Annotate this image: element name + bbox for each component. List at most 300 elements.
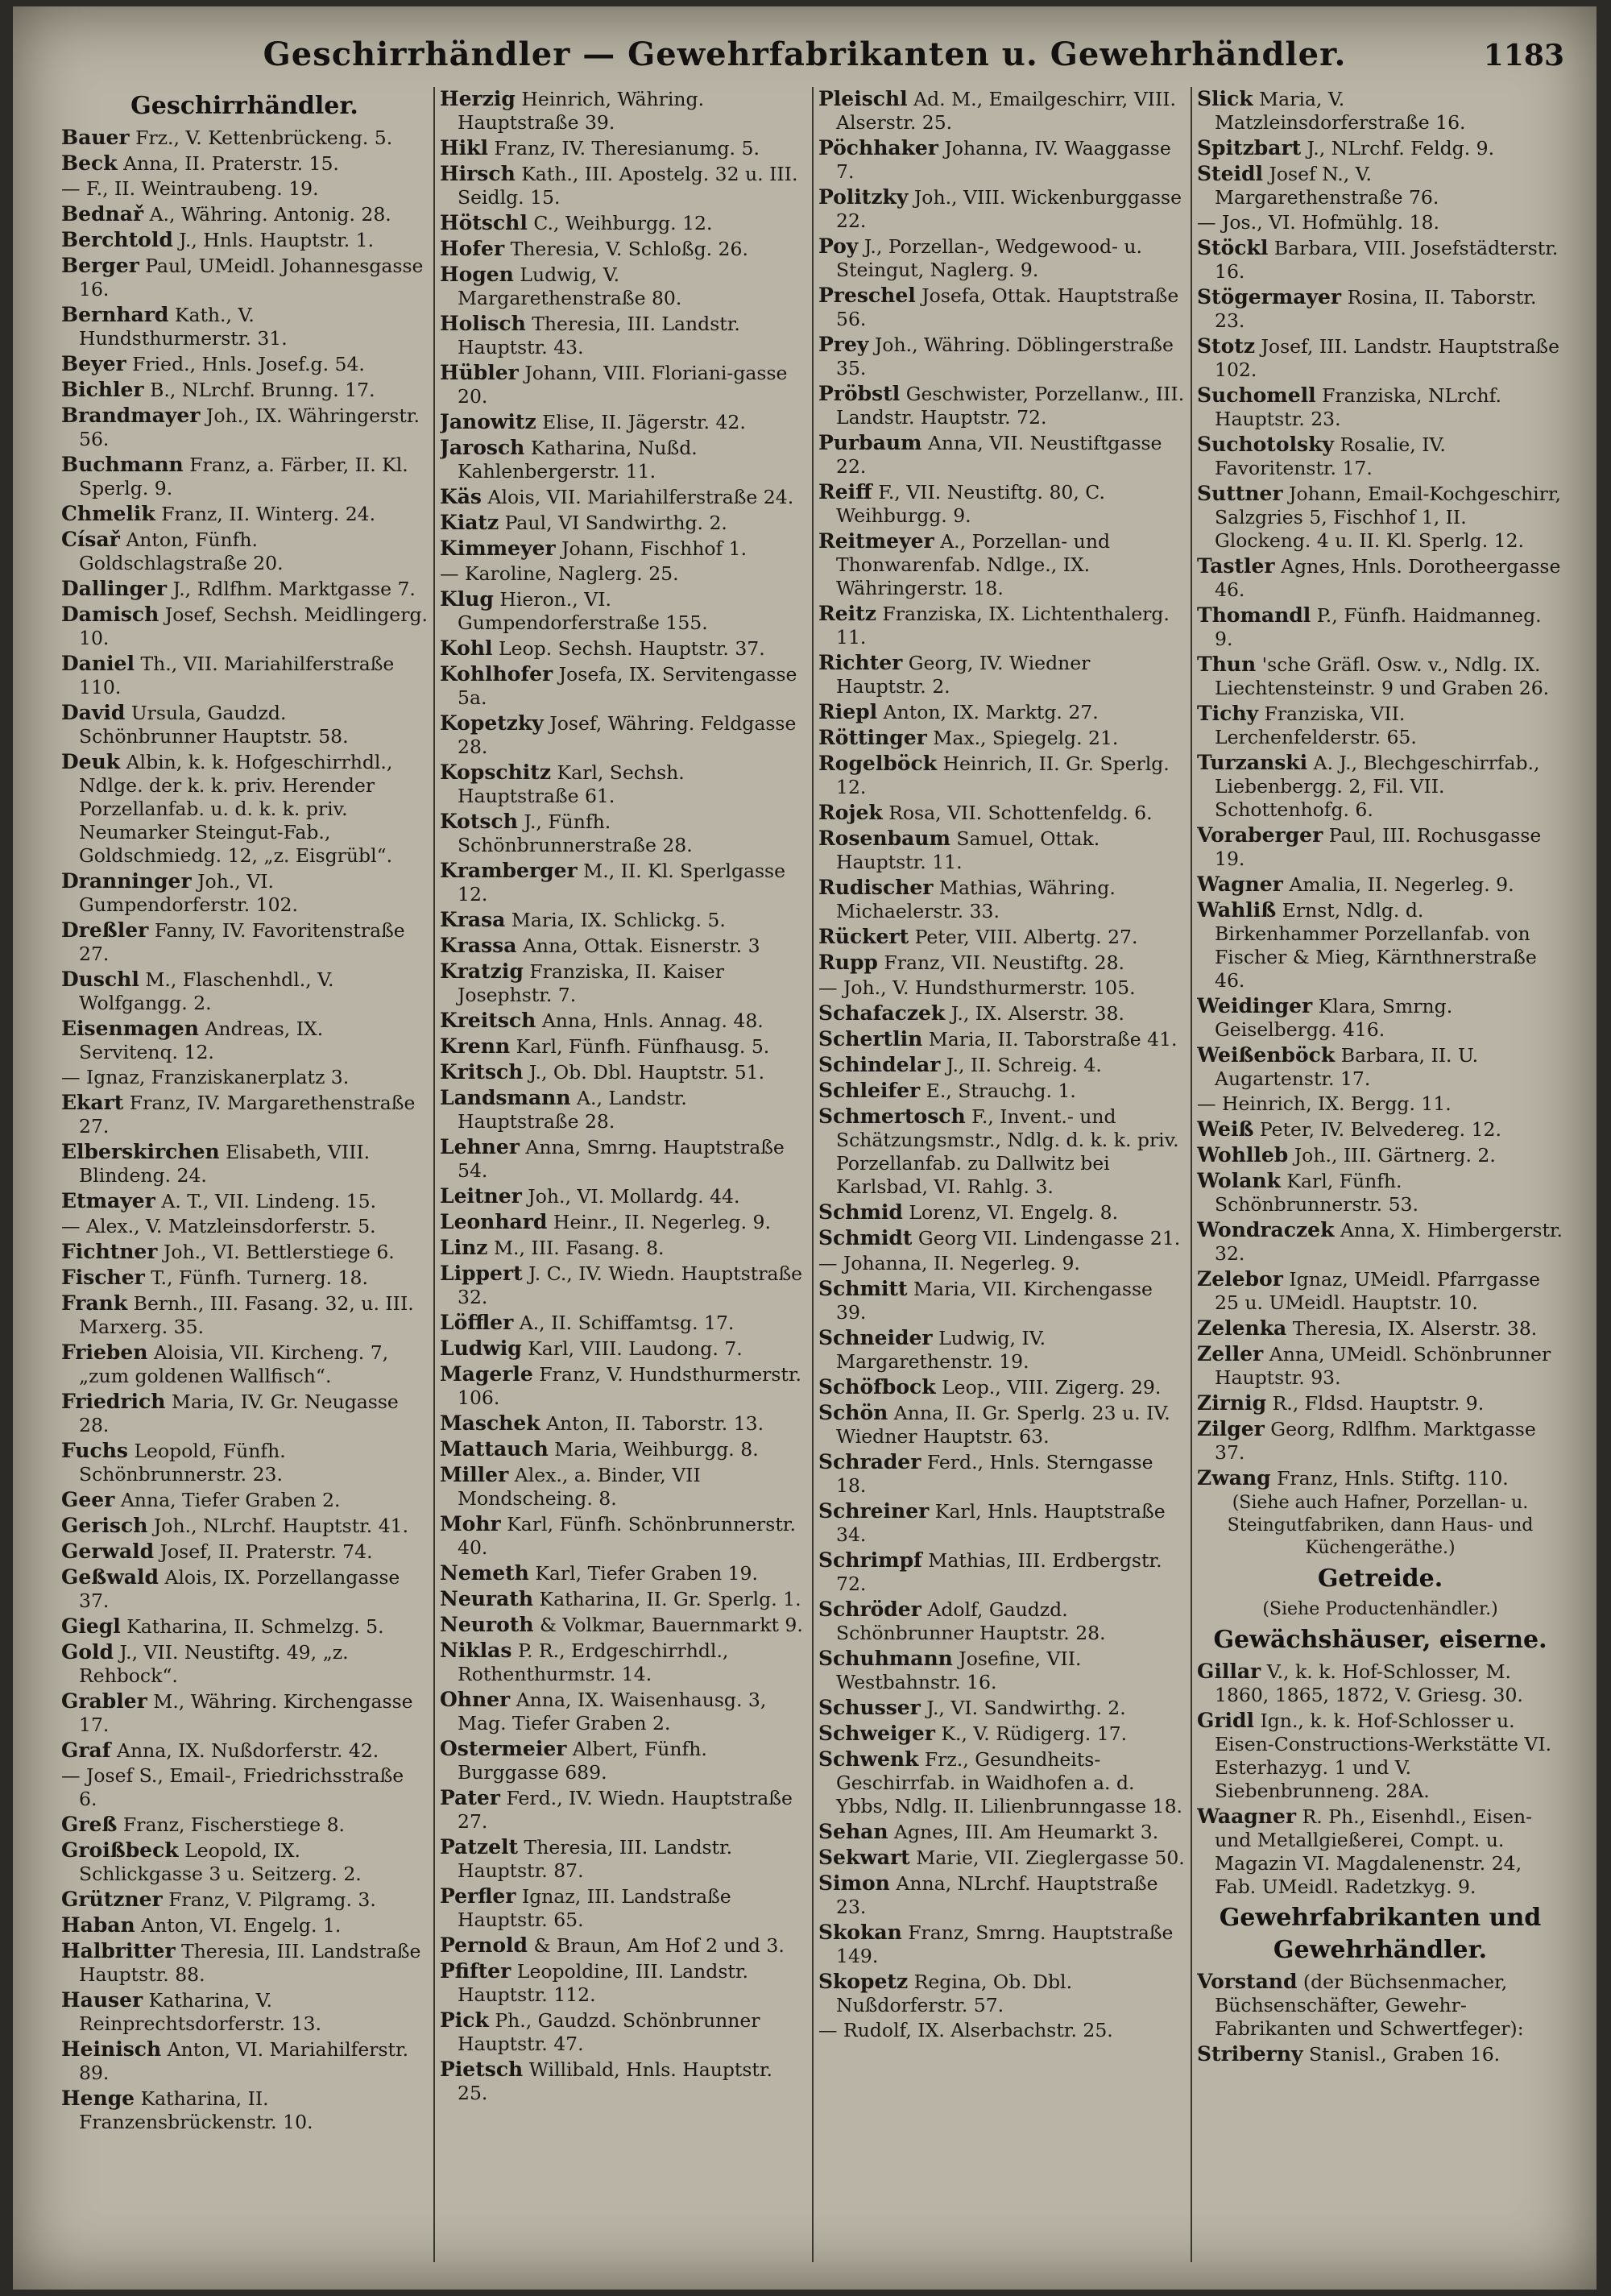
directory-entry xyxy=(1197,1267,1563,1315)
entry-name: Henge xyxy=(61,2087,135,2110)
entry-details: Theresia, III. Landstr. Hauptstr. 43. xyxy=(458,313,740,358)
entry-name: Pernold xyxy=(440,1933,528,1957)
directory-entry xyxy=(61,603,428,650)
entry-name: Slick xyxy=(1197,87,1253,110)
directory-entry xyxy=(1197,1391,1563,1415)
directory-entry xyxy=(1197,554,1563,602)
entry-name: Weidinger xyxy=(1197,994,1313,1017)
entry-name: Turzanski xyxy=(1197,751,1308,774)
entry-name: Richter xyxy=(818,651,903,674)
entry-name: Landsmann xyxy=(440,1086,571,1109)
entry-details: Johanna, IV. Waaggasse 7. xyxy=(836,137,1171,183)
directory-entry xyxy=(440,237,806,261)
entry-details: Maria, IX. Schlickg. 5. xyxy=(511,909,726,931)
entry-name: Reitmeyer xyxy=(818,529,934,553)
entry-details: Franziska, II. Kaiser Josephstr. 7. xyxy=(458,960,724,1006)
entry-name: Dreßler xyxy=(61,918,149,942)
entry-details: Albert, Fünfh. Burggasse 689. xyxy=(458,1738,707,1784)
directory-entry xyxy=(440,1561,806,1585)
entry-name: Krenn xyxy=(440,1034,511,1058)
directory-entry xyxy=(818,1647,1185,1694)
entry-name: Grabler xyxy=(61,1689,147,1713)
entry-details: Samuel, Ottak. Hauptstr. 11. xyxy=(836,827,1100,873)
entry-details: Franziska, VII. Lerchenfelderstr. 65. xyxy=(1215,702,1417,748)
directory-entry xyxy=(818,1970,1185,2017)
entry-name: Kopschitz xyxy=(440,760,552,784)
entry-details: Rosalie, IV. Favoritenstr. 17. xyxy=(1215,433,1446,479)
entry-details: C., Weihburgg. 12. xyxy=(533,212,713,234)
entry-name: Mohr xyxy=(440,1512,501,1536)
directory-entry xyxy=(818,1722,1185,1746)
entry-name: Císař xyxy=(61,528,120,551)
entry-name: Perfler xyxy=(440,1884,516,1908)
entry-name: Frieben xyxy=(61,1341,148,1364)
directory-entry xyxy=(818,951,1185,975)
entry-name: Rückert xyxy=(818,925,909,948)
entry-details: Anna, X. Himbergerstr. 32. xyxy=(1215,1219,1563,1265)
directory-entry xyxy=(818,1696,1185,1720)
entry-details: Josef, II. Praterstr. 74. xyxy=(159,1540,373,1563)
entry-details: — Heinrich, IX. Bergg. 11. xyxy=(1197,1092,1452,1115)
entry-details: Marie, VII. Zieglergasse 50. xyxy=(916,1846,1185,1869)
entry-details: M., II. Kl. Sperlgasse 12. xyxy=(458,860,786,906)
directory-entry xyxy=(440,1884,806,1932)
entry-name: Pöchhaker xyxy=(818,136,938,160)
entry-name: Hirsch xyxy=(440,162,516,185)
directory-entry xyxy=(440,1009,806,1033)
directory-entry xyxy=(818,1200,1185,1225)
directory-entry xyxy=(61,453,428,500)
entry-details: Joh., Währing. Döblingerstraße 35. xyxy=(836,334,1174,379)
entry-details: Heinrich, II. Gr. Sperlg. 12. xyxy=(836,752,1170,798)
entry-name: Stöckl xyxy=(1197,236,1269,259)
entry-name: Voraberger xyxy=(1197,823,1323,847)
section-note: (Siehe auch Hafner, Porzellan- u. Steingutfabriken, dann Haus- und Küchengeräthe.) xyxy=(1227,1493,1534,1558)
entry-name: Linz xyxy=(440,1236,488,1259)
entry-details: Barbara, II. U. Augartenstr. 17. xyxy=(1215,1044,1479,1090)
entry-name: Simon xyxy=(818,1871,890,1895)
entry-details: Anna, Hnls. Annag. 48. xyxy=(541,1009,764,1032)
entry-name: Rupp xyxy=(818,951,878,974)
directory-entry xyxy=(61,1091,428,1138)
entry-name: Wagner xyxy=(1197,872,1283,896)
entry-name: Mattauch xyxy=(440,1437,549,1461)
entry-name: Grützner xyxy=(61,1888,163,1911)
entry-details: M., III. Fasang. 8. xyxy=(493,1237,665,1259)
entry-details: Anton, II. Taborstr. 13. xyxy=(546,1412,764,1435)
entry-name: Gillar xyxy=(1197,1660,1261,1683)
directory-entry xyxy=(61,1939,428,1987)
entry-name: Sekwart xyxy=(818,1846,910,1869)
entry-name: Schmidt xyxy=(818,1226,913,1250)
entry-details: Mathias, Währing. Michaelerstr. 33. xyxy=(836,877,1116,922)
directory-entry xyxy=(1197,334,1563,382)
directory-entry xyxy=(818,382,1185,429)
entry-name: Rudischer xyxy=(818,876,934,899)
directory-entry xyxy=(1197,1805,1563,1899)
entry-name: Skopetz xyxy=(818,1970,909,1993)
directory-entry xyxy=(61,151,428,176)
entry-details: Anna, VII. Neustiftgasse 22. xyxy=(836,432,1162,478)
entry-details: Joh., III. Gärtnerg. 2. xyxy=(1294,1144,1496,1167)
entry-name: Schuhmann xyxy=(818,1647,953,1670)
directory-entry xyxy=(440,859,806,906)
directory-entry xyxy=(1197,751,1563,822)
entry-name: Pröbstl xyxy=(818,382,901,405)
directory-entry xyxy=(61,1540,428,1564)
entry-name: Tastler xyxy=(1197,554,1275,578)
entry-name: Schindelar xyxy=(818,1053,941,1076)
entry-name: Pater xyxy=(440,1786,500,1809)
entry-details: Joh., VI. Gumpendorferstr. 102. xyxy=(79,870,298,916)
directory-entry xyxy=(1197,1043,1563,1091)
directory-entry xyxy=(1197,823,1563,871)
directory-entry xyxy=(1197,136,1563,160)
section-heading: Gewehrfabrikanten und Gewehrhändler. xyxy=(1219,1904,1542,1964)
entry-details: Georg VII. Lindengasse 21. xyxy=(917,1227,1181,1250)
entry-name: Hofer xyxy=(440,237,505,260)
entry-name: Weißenböck xyxy=(1197,1043,1336,1067)
entry-name: Eisenmagen xyxy=(61,1017,199,1040)
directory-entry xyxy=(440,1463,806,1511)
entry-details: A., Landstr. Hauptstraße 28. xyxy=(458,1087,687,1133)
directory-entry xyxy=(440,1737,806,1784)
entry-name: Suttner xyxy=(1197,482,1283,505)
directory-entry xyxy=(440,1512,806,1560)
entry-details: J., Porzellan-, Wedgewood- u. Steingut, Naglerg. 9. xyxy=(836,235,1143,281)
entry-name: Pick xyxy=(440,2008,489,2032)
entry-name: David xyxy=(61,701,126,724)
entry-details: Maria, V. Matzleinsdorferstraße 16. xyxy=(1215,88,1466,134)
directory-entry xyxy=(61,202,428,226)
entry-details: Leop. Sechsh. Hauptstr. 37. xyxy=(499,637,765,660)
entry-details: Karl, VIII. Laudong. 7. xyxy=(528,1337,743,1360)
directory-entry xyxy=(818,234,1185,282)
entry-details: Kath., V. Hundsthurmerstr. 31. xyxy=(79,304,288,350)
directory-entry xyxy=(818,480,1185,528)
section-heading: Getreide. xyxy=(1317,1565,1443,1593)
entry-name: Klug xyxy=(440,587,494,611)
entry-details: Ferd., IV. Wiedn. Hauptstraße 27. xyxy=(458,1787,793,1833)
directory-entry xyxy=(61,1913,428,1938)
entry-details: Alex., a. Binder, VII Mondscheing. 8. xyxy=(458,1464,701,1510)
directory-entry xyxy=(440,1236,806,1260)
directory-page xyxy=(13,6,1597,2290)
directory-entry xyxy=(818,1747,1185,1818)
entry-name: Weiß xyxy=(1197,1117,1254,1141)
entry-details: Anna, Ottak. Eisnerstr. 3 xyxy=(522,935,760,957)
entry-details: J., II. Schreig. 4. xyxy=(946,1054,1102,1076)
entry-name: Kratzig xyxy=(440,959,524,983)
directory-entry xyxy=(1197,1316,1563,1341)
directory-entry xyxy=(440,1587,806,1611)
entry-details: Maria, II. Taborstraße 41. xyxy=(928,1028,1178,1051)
directory-entry xyxy=(440,1933,806,1958)
entry-details: Katharina, II. Schmelzg. 5. xyxy=(126,1615,384,1638)
entry-name: Kritsch xyxy=(440,1060,524,1084)
directory-entry xyxy=(1197,433,1563,480)
entry-details: J., Rdlfhm. Marktgasse 7. xyxy=(172,578,416,600)
directory-entry xyxy=(61,577,428,601)
entry-name: Hübler xyxy=(440,361,519,384)
entry-details: J., Ob. Dbl. Hauptstr. 51. xyxy=(528,1061,765,1084)
entry-details: A. T., VII. Lindeng. 15. xyxy=(161,1190,377,1212)
entry-details: Anton, Fünfh. Goldschlagstraße 20. xyxy=(79,528,284,574)
directory-entry xyxy=(1197,1169,1563,1216)
directory-entry xyxy=(818,801,1185,825)
directory-entry xyxy=(440,1262,806,1309)
directory-entry xyxy=(1197,1970,1563,2041)
entry-details: Joh., IX. Währingerstr. 56. xyxy=(79,404,420,450)
entry-name: Nemeth xyxy=(440,1561,529,1585)
entry-details: Adolf, Gaudzd. Schönbrunner Hauptstr. 28. xyxy=(836,1598,1106,1644)
entry-details: — Josef S., Email-, Friedrichsstraße 6. xyxy=(61,1764,404,1810)
directory-entry xyxy=(440,2008,806,2056)
entry-name: Heinisch xyxy=(61,2037,162,2061)
directory-entry xyxy=(440,1034,806,1059)
entry-name: Deuk xyxy=(61,750,121,773)
entry-name: Sehan xyxy=(818,1820,888,1843)
entry-name: Zelebor xyxy=(1197,1267,1283,1291)
directory-entry xyxy=(818,2019,1185,2042)
entry-name: Miller xyxy=(440,1463,509,1486)
directory-entry xyxy=(818,925,1185,949)
entry-name: Schröder xyxy=(818,1598,921,1621)
directory-entry xyxy=(818,976,1185,1000)
entry-details: B., NLrchf. Brunng. 17. xyxy=(150,379,375,401)
entry-name: Zwang xyxy=(1197,1466,1271,1490)
directory-entry xyxy=(1197,1117,1563,1142)
directory-entry xyxy=(818,1027,1185,1051)
directory-entry xyxy=(1197,603,1563,651)
directory-entry xyxy=(440,436,806,483)
entry-details: T., Fünfh. Turnerg. 18. xyxy=(151,1266,368,1289)
directory-entry xyxy=(818,1277,1185,1324)
entry-details: Anna, IX. Waisenhausg. 3, Mag. Tiefer Graben 2. xyxy=(458,1689,767,1734)
directory-entry xyxy=(61,1640,428,1688)
entry-details: Alois, IX. Porzellangasse 37. xyxy=(79,1566,400,1612)
directory-entry xyxy=(440,1835,806,1883)
entry-details: Georg, Rdlfhm. Marktgasse 37. xyxy=(1215,1418,1536,1464)
entry-name: Vorstand xyxy=(1197,1970,1298,1993)
directory-entry xyxy=(61,1514,428,1538)
entry-details: Josef, Währing. Feldgasse 28. xyxy=(458,712,797,758)
section-heading: Gewächshäuser, eiserne. xyxy=(1213,1626,1547,1654)
entry-name: Janowitz xyxy=(440,410,536,433)
entry-details: Anton, VI. Mariahilferstr. 89. xyxy=(79,2038,409,2084)
entry-details: Heinr., II. Negerleg. 9. xyxy=(553,1211,771,1233)
directory-entry xyxy=(818,1252,1185,1275)
directory-entry xyxy=(440,908,806,932)
directory-entry xyxy=(440,810,806,857)
directory-entry xyxy=(818,1450,1185,1498)
entry-details: Willibald, Hnls. Hauptstr. 25. xyxy=(458,2058,772,2104)
entry-name: Stögermayer xyxy=(1197,285,1342,309)
directory-entry xyxy=(818,1548,1185,1596)
directory-entry xyxy=(61,1215,428,1238)
entry-details: Ursula, Gaudzd. Schönbrunner Hauptstr. 58. xyxy=(79,702,349,748)
entry-name: Poy xyxy=(818,234,859,258)
entry-details: Ignaz, III. Landstraße Hauptstr. 65. xyxy=(458,1885,731,1931)
directory-entry xyxy=(818,1846,1185,1870)
entry-name: Thun xyxy=(1197,653,1257,676)
entry-details: Amalia, II. Negerleg. 9. xyxy=(1289,873,1514,896)
entry-details: V., k. k. Hof-Schlosser, M. 1860, 1865, 1872, V. Griesg. 30. xyxy=(1215,1660,1523,1706)
entry-details: Maria, VII. Kirchengasse 39. xyxy=(836,1278,1153,1324)
entry-name: Kohl xyxy=(440,636,493,660)
entry-name: Kopetzky xyxy=(440,711,544,735)
entry-details: J., IX. Alserstr. 38. xyxy=(950,1002,1124,1025)
entry-name: Stotz xyxy=(1197,334,1256,358)
entry-name: Leitner xyxy=(440,1184,522,1208)
entry-name: Zeller xyxy=(1197,1342,1264,1366)
entry-name: Maschek xyxy=(440,1411,540,1435)
entry-name: Suchotolsky xyxy=(1197,433,1334,456)
entry-name: Pietsch xyxy=(440,2058,524,2081)
entry-name: Steidl xyxy=(1197,162,1263,185)
entry-name: Politzky xyxy=(818,185,909,209)
column-divider xyxy=(812,87,814,2262)
entry-name: Schreiner xyxy=(818,1499,930,1523)
entry-details: Katharina, Nußd. Kahlenbergerstr. 11. xyxy=(458,437,698,483)
entry-details: A., Währing. Antonig. 28. xyxy=(149,203,391,226)
entry-details: Johann, VIII. Floriani-gasse 20. xyxy=(458,362,788,408)
entry-details: Anna, NLrchf. Hauptstraße 23. xyxy=(836,1872,1158,1918)
section-heading: Geschirrhändler. xyxy=(130,92,358,120)
entry-name: Friedrich xyxy=(61,1390,166,1413)
entry-name: Reiff xyxy=(818,480,872,504)
entry-details: Franz, a. Färber, II. Kl. Sperlg. 9. xyxy=(79,454,408,499)
entry-details: Hieron., VI. Gumpendorferstraße 155. xyxy=(458,588,708,634)
entry-name: Schmid xyxy=(818,1200,903,1224)
entry-details: Leopold, IX. Schlickgasse 3 u. Seitzerg. 2. xyxy=(79,1839,362,1885)
directory-entry xyxy=(440,1311,806,1335)
directory-entry xyxy=(818,529,1185,600)
entry-name: Schneider xyxy=(818,1326,933,1349)
entry-name: Schön xyxy=(818,1401,888,1424)
entry-details: P., Fünfh. Haidmanneg. 9. xyxy=(1215,604,1542,650)
entry-details: — Johanna, II. Negerleg. 9. xyxy=(818,1252,1080,1274)
entry-details: Bernh., III. Fasang. 32, u. III. Marxerg. 35. xyxy=(79,1292,414,1338)
page-number: 1183 xyxy=(1483,39,1564,73)
entry-details: Paul, VI Sandwirthg. 2. xyxy=(504,512,727,534)
entry-details: Maria, IV. Gr. Neugasse 28. xyxy=(79,1390,399,1436)
entry-name: Fichtner xyxy=(61,1240,158,1263)
entry-name: Giegl xyxy=(61,1614,121,1638)
entry-name: Löffler xyxy=(440,1311,514,1334)
directory-entry xyxy=(818,136,1185,184)
entry-name: Kimmeyer xyxy=(440,537,556,560)
entry-name: Ostermeier xyxy=(440,1737,567,1760)
directory-entry xyxy=(440,1086,806,1133)
entry-details: Franz, IV. Theresianumg. 5. xyxy=(494,137,760,160)
entry-details: — Ignaz, Franziskanerplatz 3. xyxy=(61,1066,350,1088)
directory-entry xyxy=(440,562,806,586)
entry-name: Schertlin xyxy=(818,1027,923,1051)
entry-details: Anton, IX. Marktg. 27. xyxy=(883,701,1099,723)
directory-entry xyxy=(440,934,806,958)
directory-entry xyxy=(61,1341,428,1388)
entry-name: Neurath xyxy=(440,1587,534,1610)
entry-name: Spitzbart xyxy=(1197,136,1302,160)
entry-details: Katharina, II. Franzensbrückenstr. 10. xyxy=(79,2087,313,2133)
page-header xyxy=(13,35,1597,76)
entry-details: Josef N., V. Margarethenstraße 76. xyxy=(1215,163,1439,209)
directory-entry xyxy=(1197,162,1563,209)
entry-name: Brandmayer xyxy=(61,404,201,427)
entry-details: Joh., VIII. Wickenburggasse 22. xyxy=(836,186,1182,232)
entry-name: Kramberger xyxy=(440,859,578,882)
entry-name: Lehner xyxy=(440,1135,520,1158)
entry-name: Schusser xyxy=(818,1696,921,1719)
directory-entry xyxy=(818,651,1185,698)
directory-entry xyxy=(818,1820,1185,1844)
entry-name: Zirnig xyxy=(1197,1391,1267,1415)
entry-name: Kiatz xyxy=(440,511,499,534)
entry-details: — Karoline, Naglerg. 25. xyxy=(440,562,679,585)
entry-details: Theresia, III. Landstraße Hauptstr. 88. xyxy=(79,1940,421,1986)
entry-details: Albin, k. k. Hofgeschirrhdl., Ndlge. der k. k. priv. Herender Porzellanfab. u. d. k. k. priv. Neumarker Steingut-Fab., Goldschmiedg. 12, „z. Eisgrübl“. xyxy=(79,751,393,867)
entry-details: Karl, Tiefer Graben 19. xyxy=(535,1562,758,1585)
column-divider xyxy=(433,87,435,2262)
entry-name: Magerle xyxy=(440,1362,533,1386)
entry-name: Hogen xyxy=(440,263,514,286)
entry-name: Rojek xyxy=(818,801,883,824)
directory-entry xyxy=(61,1266,428,1290)
entry-details: Anna, IX. Nußdorferstr. 42. xyxy=(116,1739,379,1762)
entry-name: Graf xyxy=(61,1739,111,1762)
entry-name: Berchtold xyxy=(61,228,173,251)
entry-details: Franz, Hnls. Stiftg. 110. xyxy=(1277,1467,1509,1490)
entry-details: (der Büchsenmacher, Büchsenschäfter, Gewehr-Fabrikanten und Schwertfeger): xyxy=(1215,1971,1524,2040)
entry-name: Schweiger xyxy=(818,1722,935,1745)
entry-name: Geßwald xyxy=(61,1565,159,1589)
directory-entry xyxy=(818,827,1185,874)
entry-name: Dranninger xyxy=(61,869,192,893)
directory-entry xyxy=(818,87,1185,135)
entry-details: — Alex., V. Matzleinsdorferstr. 5. xyxy=(61,1215,376,1237)
entry-details: — Rudolf, IX. Alserbachstr. 25. xyxy=(818,2019,1113,2041)
entry-details: Agnes, Hnls. Dorotheergasse 46. xyxy=(1215,555,1561,601)
entry-name: Patzelt xyxy=(440,1835,519,1859)
directory-entry xyxy=(818,726,1185,750)
entry-name: Berger xyxy=(61,254,139,277)
entry-name: Ekart xyxy=(61,1091,124,1114)
directory-entry xyxy=(440,1362,806,1410)
column-2 xyxy=(440,87,806,2262)
entry-name: Striberny xyxy=(1197,2042,1303,2066)
entry-name: Kreitsch xyxy=(440,1009,536,1032)
entry-name: Schwenk xyxy=(818,1747,919,1771)
entry-name: Frank xyxy=(61,1291,128,1315)
entry-details: A. J., Blechgeschirrfab., Liebenbergg. 2, Fil. VII. Schottenhofg. 6. xyxy=(1215,752,1540,821)
directory-entry xyxy=(818,1053,1185,1077)
directory-entry xyxy=(818,1921,1185,1968)
entry-details: Leopoldine, III. Landstr. Hauptstr. 112. xyxy=(458,1960,748,2006)
entry-name: Haban xyxy=(61,1913,135,1937)
entry-name: Zilger xyxy=(1197,1417,1265,1440)
entry-details: Rosina, II. Taborstr. 23. xyxy=(1215,286,1537,332)
entry-name: Neuroth xyxy=(440,1613,534,1636)
entry-name: Röttinger xyxy=(818,726,927,749)
directory-entry xyxy=(1197,872,1563,897)
entry-details: Anna, Tiefer Graben 2. xyxy=(120,1489,341,1511)
entry-details: J., Hnls. Hauptstr. 1. xyxy=(179,229,375,251)
entry-details: — Joh., V. Hundsthurmerstr. 105. xyxy=(818,976,1136,999)
directory-entry xyxy=(61,652,428,699)
directory-entry xyxy=(818,1104,1185,1199)
entry-details: J., Fünfh. Schönbrunnerstraße 28. xyxy=(458,810,693,856)
